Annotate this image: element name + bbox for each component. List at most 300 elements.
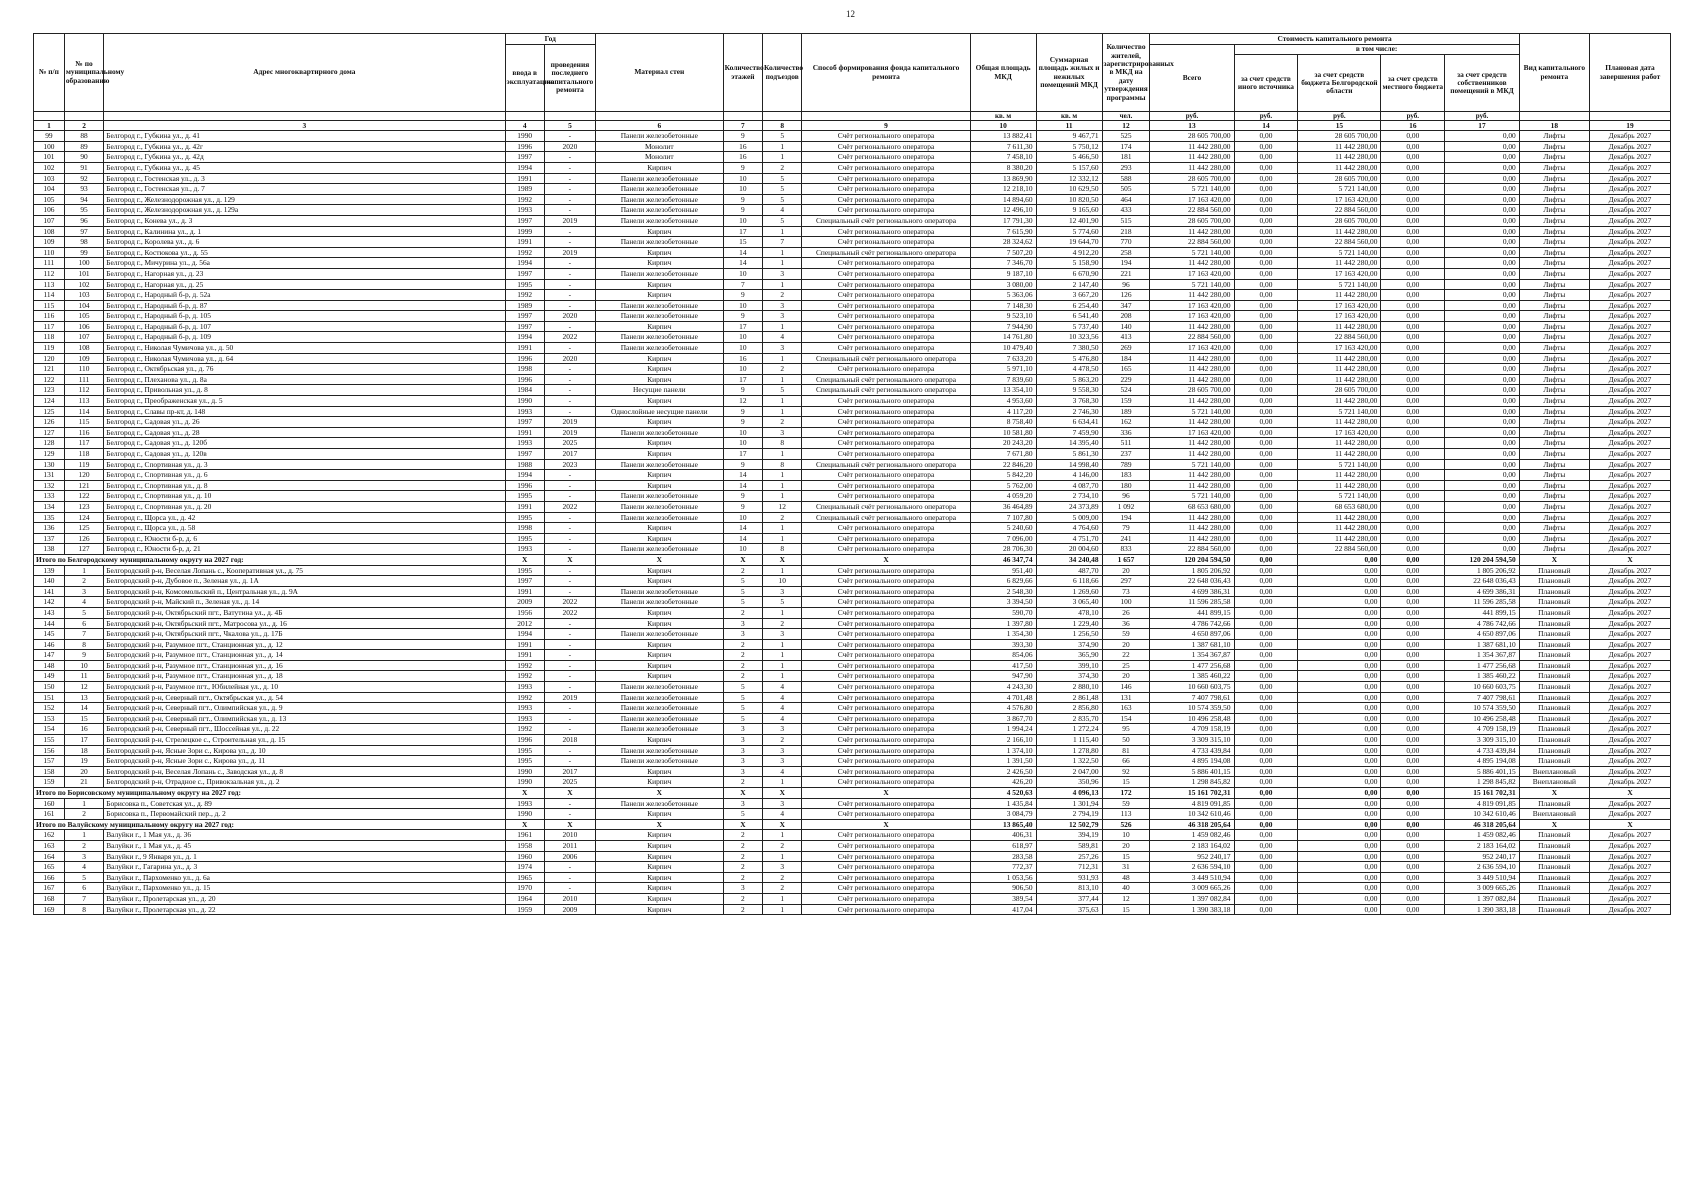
table-cell: 0,00	[1381, 650, 1445, 661]
table-cell: 13 354,10	[970, 385, 1036, 396]
table-cell: Кирпич	[595, 830, 723, 841]
table-cell: 0,00	[1234, 459, 1298, 470]
table-cell: -	[544, 300, 595, 311]
column-number: 13	[1150, 121, 1234, 131]
table-cell: 0,00	[1381, 406, 1445, 417]
table-cell: 9	[723, 205, 762, 216]
table-cell: 1 053,56	[970, 872, 1036, 883]
table-cell: 350,96	[1036, 777, 1102, 788]
subtotal-label: Итого по Борисовскому муниципальному округу на 2027 год:	[34, 788, 506, 799]
table-cell: 0,00	[1234, 533, 1298, 544]
table-cell: 2	[723, 830, 762, 841]
table-cell: Белгородский р-н, Разумное пгт., Станционная ул., д. 18	[104, 671, 505, 682]
table-cell: 11 442 280,00	[1298, 533, 1381, 544]
table-cell: 0,00	[1298, 872, 1381, 883]
table-cell: Белгород г., Садовая ул., д. 120б	[104, 438, 505, 449]
table-cell: 112	[64, 385, 103, 396]
table-cell: Панели железобетонные	[595, 544, 723, 555]
table-cell: 0,00	[1234, 194, 1298, 205]
table-cell: Счёт регионального оператора	[802, 798, 970, 809]
table-row	[34, 152, 1671, 163]
table-cell: 5	[763, 173, 802, 184]
table-cell: 3 009 665,26	[1150, 883, 1234, 894]
table-cell: Валуйки г., 9 Января ул., д. 1	[104, 851, 505, 862]
table-cell: Счёт регионального оператора	[802, 417, 970, 428]
table-cell: 0,00	[1445, 332, 1520, 343]
table-cell: 0,00	[1445, 480, 1520, 491]
table-cell: 10 820,50	[1036, 194, 1102, 205]
table-cell: Счёт регионального оператора	[802, 607, 970, 618]
table-cell: -	[544, 682, 595, 693]
table-cell: 0,00	[1298, 777, 1381, 788]
table-cell: Белгородский р-н, Веселая Лопань с., Заводская ул., д. 8	[104, 766, 505, 777]
table-cell: Кирпич	[595, 523, 723, 534]
table-cell: 9	[723, 406, 762, 417]
table-cell: 79	[1102, 523, 1150, 534]
table-cell: 2018	[544, 735, 595, 746]
table-cell: 0,00	[1381, 512, 1445, 523]
table-cell: 1997	[505, 215, 544, 226]
table-cell: 36	[1102, 618, 1150, 629]
table-cell: Монолит	[595, 152, 723, 163]
table-cell: 1995	[505, 565, 544, 576]
table-cell: 0,00	[1381, 586, 1445, 597]
table-cell: Панели железобетонные	[595, 629, 723, 640]
table-cell: 2	[64, 840, 103, 851]
table-cell: 50	[1102, 735, 1150, 746]
table-cell: Счёт регионального оператора	[802, 279, 970, 290]
table-cell: 0,00	[1381, 184, 1445, 195]
table-cell: 1991	[505, 501, 544, 512]
table-cell: 1	[763, 374, 802, 385]
table-cell: 11 442 280,00	[1150, 533, 1234, 544]
table-cell: 0,00	[1234, 374, 1298, 385]
table-cell: -	[544, 152, 595, 163]
header-col-n: № п/п	[34, 34, 65, 112]
table-cell: Лифты	[1519, 501, 1589, 512]
table-cell: 0,00	[1234, 205, 1298, 216]
table-cell: 0,00	[1381, 258, 1445, 269]
subtotal-cell: X	[802, 819, 970, 830]
table-cell: 9 558,30	[1036, 385, 1102, 396]
table-cell: 96	[64, 215, 103, 226]
table-cell: 0,00	[1298, 862, 1381, 873]
table-cell: Счёт регионального оператора	[802, 766, 970, 777]
table-cell: 2019	[544, 427, 595, 438]
table-cell: Декабрь 2027	[1589, 194, 1670, 205]
table-cell: Счёт регионального оператора	[802, 173, 970, 184]
table-cell: Декабрь 2027	[1589, 290, 1670, 301]
table-cell: 2020	[544, 311, 595, 322]
table-cell: Кирпич	[595, 279, 723, 290]
table-cell: 0,00	[1381, 226, 1445, 237]
subtotal-row	[34, 788, 1671, 799]
table-cell: 1	[763, 523, 802, 534]
table-cell: 0,00	[1445, 385, 1520, 396]
table-cell: Кирпич	[595, 290, 723, 301]
table-cell: Белгородский р-н, Ясные Зори с., Кирова ул., д. 10	[104, 745, 505, 756]
subtotal-cell: 0,00	[1234, 788, 1298, 799]
table-cell: 20	[1102, 639, 1150, 650]
table-cell: 102	[34, 162, 65, 173]
subtotal-cell: X	[802, 788, 970, 799]
table-cell: 0,00	[1234, 417, 1298, 428]
table-cell: 7 615,90	[970, 226, 1036, 237]
table-cell: 22 884 560,00	[1298, 205, 1381, 216]
table-cell: Декабрь 2027	[1589, 713, 1670, 724]
table-cell: 0,00	[1234, 258, 1298, 269]
subtotal-cell: 0,00	[1381, 819, 1445, 830]
table-row	[34, 438, 1671, 449]
table-cell: 0,00	[1381, 735, 1445, 746]
table-row	[34, 904, 1671, 915]
table-cell: 155	[34, 735, 65, 746]
table-cell: 138	[34, 544, 65, 555]
table-cell: 17	[723, 321, 762, 332]
table-cell: Счёт регионального оператора	[802, 321, 970, 332]
table-cell: 5	[723, 576, 762, 587]
table-row	[34, 501, 1671, 512]
table-cell: Белгородский р-н, Октябрьский пгт., Ватутина ул., д. 4Б	[104, 607, 505, 618]
table-cell: 28 605 700,00	[1298, 385, 1381, 396]
table-cell: Счёт регионального оператора	[802, 904, 970, 915]
table-cell: 7 459,90	[1036, 427, 1102, 438]
table-cell: 0,00	[1445, 258, 1520, 269]
header-group-cost: Стоимость капитального ремонта	[1150, 34, 1519, 45]
table-cell: 40	[1102, 883, 1150, 894]
table-cell: 4 819 091,85	[1445, 798, 1520, 809]
table-cell: 11 442 280,00	[1298, 152, 1381, 163]
table-cell: Декабрь 2027	[1589, 459, 1670, 470]
table-cell: 0,00	[1298, 904, 1381, 915]
table-cell: Панели железобетонные	[595, 713, 723, 724]
table-cell: Счёт регионального оператора	[802, 840, 970, 851]
table-cell: 0,00	[1298, 565, 1381, 576]
table-cell: 4 733 439,84	[1150, 745, 1234, 756]
table-cell: 5 721 140,00	[1150, 184, 1234, 195]
table-cell: 0,00	[1234, 830, 1298, 841]
table-cell: 2	[723, 904, 762, 915]
table-cell: 2 147,40	[1036, 279, 1102, 290]
table-cell: 20	[64, 766, 103, 777]
table-cell: Кирпич	[595, 353, 723, 364]
table-cell: 28 324,62	[970, 237, 1036, 248]
table-cell: 441 899,15	[1150, 607, 1234, 618]
subtotal-cell: X	[1519, 819, 1589, 830]
table-cell: Лифты	[1519, 343, 1589, 354]
table-cell: 1993	[505, 438, 544, 449]
table-cell: 952 240,17	[1150, 851, 1234, 862]
table-cell: 0,00	[1234, 141, 1298, 152]
table-cell: 5 721 140,00	[1298, 459, 1381, 470]
table-cell: 417,50	[970, 660, 1036, 671]
table-cell: 1991	[505, 639, 544, 650]
table-cell: 0,00	[1381, 883, 1445, 894]
table-cell: 5 737,40	[1036, 321, 1102, 332]
table-cell: 14	[723, 523, 762, 534]
table-cell: Кирпич	[595, 618, 723, 629]
table-cell: 10 323,56	[1036, 332, 1102, 343]
table-cell: 132	[34, 480, 65, 491]
table-cell: 22 884 560,00	[1298, 237, 1381, 248]
subtotal-label: Итого по Валуйскому муниципальному округу на 2027 год:	[34, 819, 506, 830]
table-cell: 1	[763, 660, 802, 671]
table-cell: 164	[34, 851, 65, 862]
table-cell: 0,00	[1381, 152, 1445, 163]
table-cell: Белгород г., Плехановa ул., д. 8а	[104, 374, 505, 385]
table-cell: Панели железобетонные	[595, 131, 723, 142]
table-cell: 11 442 280,00	[1150, 364, 1234, 375]
table-cell: 5 240,60	[970, 523, 1036, 534]
table-cell: 1	[763, 671, 802, 682]
table-cell: 10	[723, 544, 762, 555]
table-cell: 394,19	[1036, 830, 1102, 841]
table-cell: 2	[723, 660, 762, 671]
table-row	[34, 247, 1671, 258]
table-cell: 4 764,60	[1036, 523, 1102, 534]
table-cell: 1993	[505, 713, 544, 724]
table-cell: 0,00	[1298, 586, 1381, 597]
table-cell: 10 342 610,46	[1150, 809, 1234, 820]
table-cell: Плановый	[1519, 671, 1589, 682]
table-cell: 112	[34, 268, 65, 279]
table-cell: Кирпич	[595, 480, 723, 491]
table-cell: 17 163 420,00	[1150, 311, 1234, 322]
table-cell: -	[544, 364, 595, 375]
subtotal-cell: X	[763, 554, 802, 565]
table-cell: 1990	[505, 777, 544, 788]
table-cell: 3 768,30	[1036, 396, 1102, 407]
table-cell: 11 596 285,58	[1150, 597, 1234, 608]
column-number: 6	[595, 121, 723, 131]
table-row	[34, 639, 1671, 650]
table-cell: Белгород г., Железнодорожная ул., д. 129	[104, 194, 505, 205]
table-cell: 0,00	[1381, 364, 1445, 375]
table-cell: 106	[64, 321, 103, 332]
table-cell: 0,00	[1381, 321, 1445, 332]
subtotal-cell: 13 865,40	[970, 819, 1036, 830]
table-cell: Белгород г., Гостенская ул., д. 7	[104, 184, 505, 195]
table-cell: Счёт регионального оператора	[802, 639, 970, 650]
table-cell: 0,00	[1234, 851, 1298, 862]
table-cell: 19	[64, 756, 103, 767]
table-cell: -	[544, 862, 595, 873]
table-cell: 10 660 603,75	[1150, 682, 1234, 693]
table-cell: Лифты	[1519, 131, 1589, 142]
table-row	[34, 724, 1671, 735]
table-cell: 0,00	[1234, 226, 1298, 237]
table-cell: -	[544, 258, 595, 269]
table-cell: 2	[763, 618, 802, 629]
table-cell: 2	[763, 840, 802, 851]
table-cell: 2	[723, 862, 762, 873]
table-cell: -	[544, 343, 595, 354]
table-cell: 0,00	[1234, 597, 1298, 608]
table-cell: 0,00	[1445, 544, 1520, 555]
table-cell: 0,00	[1381, 618, 1445, 629]
table-cell: Специальный счёт регионального оператора	[802, 385, 970, 396]
table-cell: 4 953,60	[970, 396, 1036, 407]
table-cell: 4 912,20	[1036, 247, 1102, 258]
table-row	[34, 777, 1671, 788]
table-cell: 1	[763, 152, 802, 163]
table-cell: Лифты	[1519, 237, 1589, 248]
table-cell: 11 442 280,00	[1150, 321, 1234, 332]
table-cell: -	[544, 523, 595, 534]
table-cell: Счёт регионального оператора	[802, 533, 970, 544]
table-cell: Плановый	[1519, 851, 1589, 862]
table-cell: 2 183 164,02	[1445, 840, 1520, 851]
table-cell: 115	[34, 300, 65, 311]
table-cell: Счёт регионального оператора	[802, 162, 970, 173]
table-cell: 2022	[544, 332, 595, 343]
table-cell: 0,00	[1234, 162, 1298, 173]
table-cell: 6 634,41	[1036, 417, 1102, 428]
table-cell: 126	[34, 417, 65, 428]
table-cell: 10 660 603,75	[1445, 682, 1520, 693]
table-cell: 3 309 315,10	[1150, 735, 1234, 746]
table-row	[34, 735, 1671, 746]
subtotal-cell: 0,00	[1298, 788, 1381, 799]
table-cell: 0,00	[1381, 862, 1445, 873]
table-cell: 11 442 280,00	[1298, 353, 1381, 364]
subtotal-cell: X	[505, 554, 544, 565]
table-cell: 0,00	[1381, 533, 1445, 544]
header-group-including: в том числе:	[1234, 44, 1519, 55]
table-row	[34, 851, 1671, 862]
table-row	[34, 205, 1671, 216]
table-cell: 22 884 560,00	[1150, 237, 1234, 248]
table-cell: Декабрь 2027	[1589, 650, 1670, 661]
table-cell: 375,63	[1036, 904, 1102, 915]
table-cell: 4 733 439,84	[1445, 745, 1520, 756]
table-cell: 2	[64, 576, 103, 587]
table-cell: Плановый	[1519, 840, 1589, 851]
table-cell: Счёт регионального оператора	[802, 332, 970, 343]
table-cell: 28 706,30	[970, 544, 1036, 555]
table-cell: Декабрь 2027	[1589, 703, 1670, 714]
table-cell: 118	[64, 449, 103, 460]
table-cell: 0,00	[1445, 533, 1520, 544]
table-cell: 120	[34, 353, 65, 364]
table-cell: 14	[723, 533, 762, 544]
table-cell: 5 971,10	[970, 364, 1036, 375]
header-col-deadline: Плановая дата завершения работ	[1589, 34, 1670, 112]
table-cell: -	[544, 385, 595, 396]
table-cell: 1 385 460,22	[1445, 671, 1520, 682]
table-cell: Счёт регионального оператора	[802, 396, 970, 407]
table-cell: 17 163 420,00	[1150, 300, 1234, 311]
table-cell: 0,00	[1445, 406, 1520, 417]
header-col-year-commission: ввода в эксплуатацию	[505, 44, 544, 112]
table-cell: -	[544, 639, 595, 650]
table-cell: 0,00	[1445, 141, 1520, 152]
table-cell: -	[544, 756, 595, 767]
table-cell: Белгород г., Садовая ул., д. 26	[104, 417, 505, 428]
table-cell: 0,00	[1234, 607, 1298, 618]
table-cell: 104	[34, 184, 65, 195]
table-cell: 2	[723, 639, 762, 650]
table-cell: Белгород г., Юности б-р, д. 21	[104, 544, 505, 555]
header-col-total-area: Общая площадь МКД	[970, 34, 1036, 112]
table-cell: 0,00	[1234, 713, 1298, 724]
table-cell: 14	[723, 247, 762, 258]
table-cell: 1960	[505, 851, 544, 862]
table-cell: 0,00	[1234, 449, 1298, 460]
table-cell: 1992	[505, 194, 544, 205]
table-cell: 96	[1102, 279, 1150, 290]
table-cell: Счёт регионального оператора	[802, 152, 970, 163]
table-cell: 93	[64, 184, 103, 195]
table-cell: Панели железобетонные	[595, 311, 723, 322]
table-cell: Плановый	[1519, 904, 1589, 915]
table-cell: Белгород г., Спортивная ул., д. 20	[104, 501, 505, 512]
table-cell: 126	[1102, 290, 1150, 301]
table-cell: Счёт регионального оператора	[802, 311, 970, 322]
table-cell: 0,00	[1381, 692, 1445, 703]
table-cell: 10	[1102, 830, 1150, 841]
table-cell: Лифты	[1519, 184, 1589, 195]
table-cell: 100	[1102, 597, 1150, 608]
table-cell: Белгородский р-н, Северный пгт., Октябрьская ул., д. 54	[104, 692, 505, 703]
table-cell: 101	[64, 268, 103, 279]
table-cell: 0,00	[1445, 491, 1520, 502]
table-cell: 100	[64, 258, 103, 269]
table-cell: Плановый	[1519, 798, 1589, 809]
table-cell: 0,00	[1381, 713, 1445, 724]
table-cell: 1 477 256,68	[1445, 660, 1520, 671]
table-cell: Счёт регионального оператора	[802, 830, 970, 841]
table-cell: 0,00	[1381, 639, 1445, 650]
table-cell: 0,00	[1234, 215, 1298, 226]
table-cell: 2 047,00	[1036, 766, 1102, 777]
table-cell: Лифты	[1519, 470, 1589, 481]
table-cell: 4 895 194,08	[1445, 756, 1520, 767]
table-cell: 4	[763, 766, 802, 777]
table-cell: 10	[723, 512, 762, 523]
table-cell: 0,00	[1234, 385, 1298, 396]
table-cell: Декабрь 2027	[1589, 544, 1670, 555]
table-cell: 146	[34, 639, 65, 650]
subtotal-cell: 0,00	[1234, 554, 1298, 565]
table-cell: Лифты	[1519, 385, 1589, 396]
table-cell: 144	[34, 618, 65, 629]
subtotal-cell: X	[505, 788, 544, 799]
table-cell: 833	[1102, 544, 1150, 555]
table-cell: 0,00	[1445, 184, 1520, 195]
column-number: 3	[104, 121, 505, 131]
table-cell: 14 998,40	[1036, 459, 1102, 470]
table-cell: 10 629,50	[1036, 184, 1102, 195]
table-cell: 122	[34, 374, 65, 385]
table-cell: 1996	[505, 353, 544, 364]
table-row	[34, 215, 1671, 226]
table-cell: 66	[1102, 756, 1150, 767]
table-cell: Плановый	[1519, 724, 1589, 735]
table-cell: Лифты	[1519, 268, 1589, 279]
table-cell: Декабрь 2027	[1589, 724, 1670, 735]
table-cell: 426,20	[970, 777, 1036, 788]
subtotal-cell: 15 161 702,31	[1150, 788, 1234, 799]
table-cell: Счёт регионального оператора	[802, 703, 970, 714]
table-cell: 159	[34, 777, 65, 788]
table-cell: 0,00	[1381, 893, 1445, 904]
table-cell: 5 721 140,00	[1298, 491, 1381, 502]
table-cell: 1996	[505, 480, 544, 491]
subtotal-cell: X	[595, 788, 723, 799]
table-cell: 1984	[505, 385, 544, 396]
table-cell: 124	[64, 512, 103, 523]
